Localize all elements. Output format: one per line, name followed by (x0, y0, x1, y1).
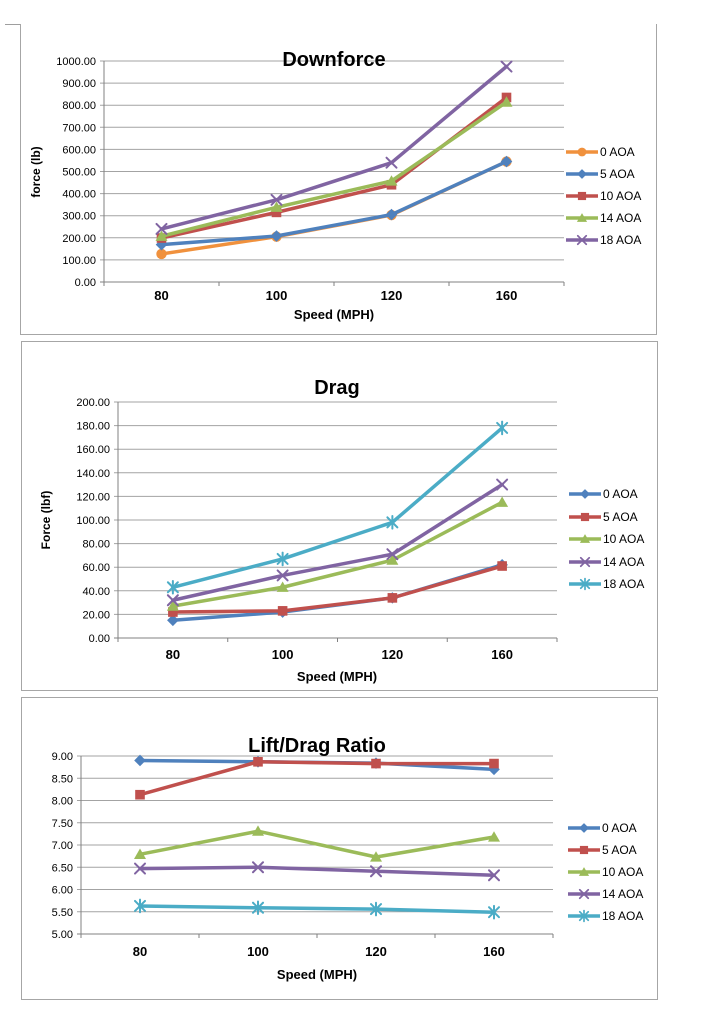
legend-item (568, 862, 643, 882)
y-tick-label: 600.00 (62, 144, 96, 157)
series-0-aoa (167, 559, 508, 626)
legend-item (569, 574, 644, 594)
y-tick-label: 6.00 (51, 884, 73, 897)
legend-marker-circle (566, 144, 598, 160)
y-tick-label: 160.00 (76, 444, 110, 457)
x-tick-label: 100 (271, 647, 294, 662)
legend-label: 18 AOA (600, 233, 642, 247)
y-tick-label: 7.00 (51, 840, 73, 852)
legend-label: 18 AOA (603, 577, 645, 591)
legend-item (568, 818, 637, 838)
legend-marker-x (568, 886, 600, 902)
y-tick-label: 7.50 (51, 817, 73, 830)
legend-label: 14 AOA (600, 211, 642, 225)
y-tick-label: 140.00 (76, 467, 110, 480)
legend-label: 10 AOA (600, 189, 642, 203)
y-axis-title: force (lb) (29, 146, 43, 198)
legend-item (566, 208, 641, 228)
y-tick-label: 40.00 (82, 585, 110, 598)
legend-item (566, 230, 641, 250)
legend-marker-asterisk (569, 576, 601, 592)
y-tick-label: 1000.00 (56, 56, 96, 68)
legend-item (568, 906, 643, 926)
chart-title: Lift/Drag Ratio (248, 734, 386, 757)
legend-item (569, 529, 644, 549)
series-10-aoa (134, 825, 500, 861)
legend-label: 18 AOA (602, 909, 644, 923)
y-tick-label: 60.00 (82, 562, 110, 575)
legend-label: 0 AOA (600, 145, 635, 159)
x-tick-label: 100 (247, 944, 269, 959)
legend-marker-triangle (569, 531, 601, 547)
legend-marker-x (566, 232, 598, 248)
y-tick-label: 500.00 (62, 166, 96, 179)
legend-marker-diamond (569, 486, 601, 502)
legend-label: 14 AOA (602, 887, 644, 901)
legend-marker-asterisk (568, 908, 600, 924)
x-axis-title: Speed (MPH) (293, 307, 375, 322)
y-tick-label: 800.00 (62, 100, 96, 113)
x-axis-title: Speed (MPH) (296, 669, 378, 684)
legend-label: 10 AOA (602, 865, 644, 879)
y-tick-label: 0.00 (88, 633, 110, 645)
legend-item (568, 840, 637, 860)
y-axis-title: Force (lbf) (39, 490, 53, 550)
legend-marker-square (569, 509, 601, 525)
legend-label: 0 AOA (602, 821, 637, 835)
legend-marker-x (569, 554, 601, 570)
series-18-aoa (157, 62, 512, 234)
series-14-aoa (135, 862, 499, 880)
y-tick-label: 200.00 (76, 397, 110, 409)
y-tick-label: 100.00 (62, 254, 96, 267)
drag-chart-object[interactable] (21, 341, 658, 691)
x-tick-label: 120 (380, 288, 403, 303)
legend-item (568, 884, 643, 904)
y-tick-label: 400.00 (62, 188, 96, 201)
y-tick-label: 5.50 (51, 906, 73, 919)
legend-item (569, 552, 644, 572)
y-tick-label: 9.00 (51, 751, 73, 763)
legend-item (566, 186, 641, 206)
legend-item (569, 507, 638, 527)
legend-label: 10 AOA (603, 532, 645, 546)
series-18-aoa (135, 900, 499, 919)
series-14-aoa (156, 96, 513, 241)
series-10-aoa (157, 93, 512, 243)
downforce-chart-object[interactable] (20, 24, 657, 335)
y-tick-label: 6.50 (51, 862, 73, 875)
x-tick-label: 120 (365, 944, 387, 959)
legend-marker-triangle (566, 210, 598, 226)
legend-marker-square (566, 188, 598, 204)
chart-title: Downforce (282, 48, 386, 71)
x-tick-label: 120 (381, 647, 404, 662)
y-tick-label: 100.00 (76, 515, 110, 527)
legend-item (566, 164, 635, 184)
legend-label: 5 AOA (603, 510, 638, 524)
legend-marker-square (568, 842, 600, 858)
y-tick-label: 300.00 (62, 210, 96, 223)
y-tick-label: 8.50 (51, 773, 73, 786)
legend-item (569, 484, 638, 504)
legend-marker-triangle (568, 864, 600, 880)
lift-drag-ratio-chart-object[interactable] (21, 697, 658, 1000)
x-tick-label: 80 (154, 288, 169, 303)
gridlines (56, 56, 564, 289)
y-tick-label: 700.00 (62, 122, 96, 135)
y-tick-label: 5.00 (51, 929, 73, 941)
legend-label: 5 AOA (602, 843, 637, 857)
y-tick-label: 80.00 (82, 538, 110, 551)
y-tick-label: 180.00 (76, 420, 110, 433)
x-tick-label: 80 (165, 647, 181, 662)
y-tick-label: 20.00 (82, 609, 110, 622)
legend-label: 5 AOA (600, 167, 635, 181)
legend-marker-diamond (568, 820, 600, 836)
x-tick-label: 160 (483, 944, 505, 959)
y-tick-label: 120.00 (76, 491, 110, 504)
y-tick-label: 8.00 (51, 795, 73, 808)
legend-marker-diamond (566, 166, 598, 182)
x-tick-label: 100 (265, 288, 288, 303)
x-axis-title: Speed (MPH) (276, 967, 358, 982)
x-tick-label: 160 (491, 647, 513, 662)
series-5-aoa (156, 156, 513, 251)
legend-item (566, 142, 635, 162)
y-tick-label: 900.00 (62, 78, 96, 91)
legend-label: 14 AOA (603, 555, 645, 569)
series-18-aoa (168, 422, 507, 594)
x-tick-label: 160 (495, 288, 518, 303)
x-tick-label: 80 (132, 944, 148, 959)
y-tick-label: 0.00 (74, 277, 96, 289)
legend-label: 0 AOA (603, 487, 638, 501)
y-tick-label: 200.00 (62, 232, 96, 245)
chart-title: Drag (314, 376, 360, 399)
